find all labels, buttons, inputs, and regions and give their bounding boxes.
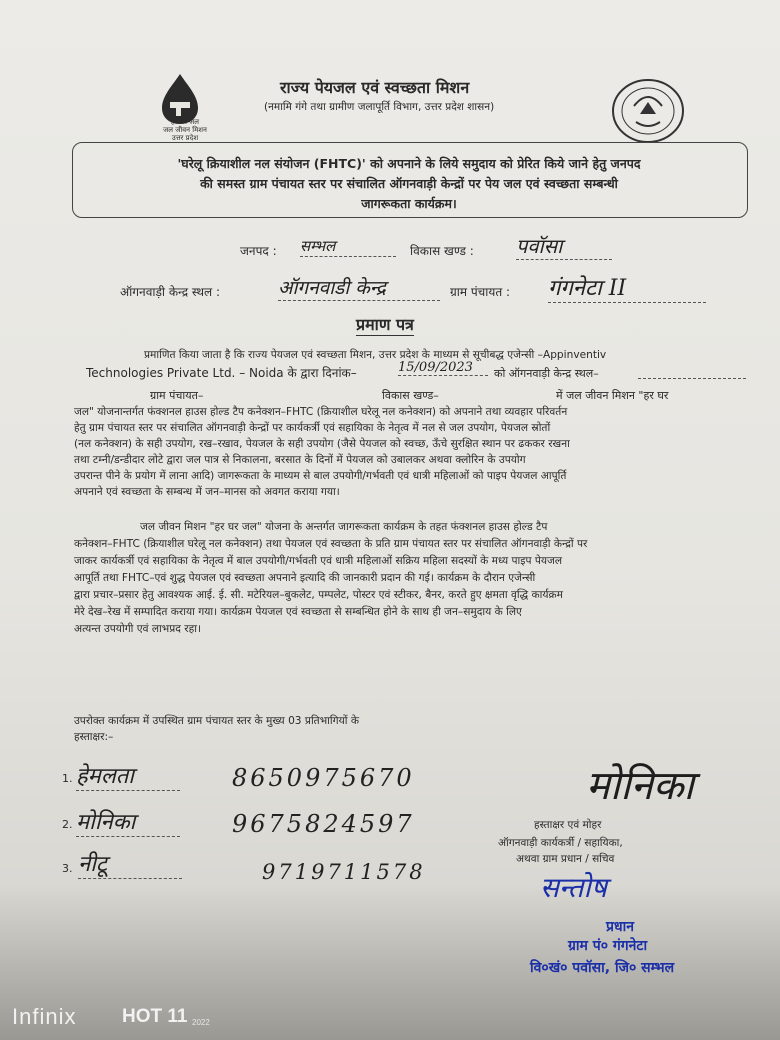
p1-line-3b: विकास खण्ड– [382, 389, 439, 402]
district-label: जनपद : [240, 244, 277, 258]
pradhan-stamp-line-1: प्रधान [606, 919, 634, 935]
p2-line-7: अत्यन्त उपयोगी एवं लाभप्रद रहा। [74, 623, 201, 635]
p1-line-3a: ग्राम पंचायत– [150, 389, 204, 402]
anganwadi-center-value: ऑगनवाडी केन्द्र [278, 274, 440, 301]
p1-line-9: अपनाने एवं स्वच्छता के सम्बन्ध में जन–मानस को अवगत कराया गया। [74, 486, 340, 498]
participant-1-number: 1. [62, 772, 73, 785]
p1-line-8: उपरान्त पीने के प्रयोग में लाना आदि) जागरूकता के माध्यम से बाल उपयोगी/गर्भवती एवं धात्री महिलाओं को पाइप पेयजल आपूर्ति [74, 470, 567, 482]
signature-caption-2: ऑगनवाड़ी कार्यकर्त्री / सहायिका, [498, 837, 623, 849]
participant-2-name: मोनिका [76, 806, 180, 837]
pradhan-stamp-line-2: ग्राम पं० गंगनेटा [568, 938, 648, 954]
p1-line-3c: में जल जीवन मिशन "हर घर [556, 389, 669, 402]
panchayat-label: ग्राम पंचायत : [450, 285, 511, 299]
p2-line-1: जल जीवन मिशन "हर घर जल" योजना के अन्तर्गत जागरूकता कार्यक्रम के तहत फंक्शनल हाउस होल्ड टैप [140, 521, 548, 533]
signature-caption-1: हस्ताक्षर एवं मोहर [534, 819, 602, 831]
camera-brand-watermark: Infinix [12, 1004, 77, 1029]
page-subtitle: (नमामि गंगे तथा ग्रामीण जलापूर्ति विभाग, उत्तर प्रदेश शासन) [264, 101, 495, 113]
certificate-heading: प्रमाण पत्र [356, 315, 414, 334]
dotted-blank [638, 378, 746, 379]
caption-line-2: की समस्त ग्राम पंचायत स्तर पर संचालित ऑगनवाड़ी केन्द्रों पर पेय जल एवं स्वच्छता सम्बन्धी [200, 176, 618, 191]
participant-3-name: नीटू [78, 848, 182, 879]
participant-1-name: हेमलता [76, 760, 180, 791]
participants-intro: उपरोक्त कार्यक्रम में उपस्थित ग्राम पंचायत स्तर के मुख्य 03 प्रतिभागियों के [74, 715, 360, 727]
p1-line-2a: Technologies Private Ltd. – Noida के द्वारा दिनांक– [86, 366, 357, 380]
participant-2-number: 2. [62, 818, 73, 831]
programme-date: 15/09/2023 [398, 360, 488, 376]
p2-line-2: कनेक्शन–FHTC (क्रियाशील घरेलू नल कनेक्शन) तथा पेयजल एवं स्वच्छता के प्रति ग्राम पंचायत स्तर पर संचालित ऑगनवाड़ी केन्द्रों पर [74, 538, 588, 550]
p1-line-4: जल" योजनान्तर्गत फंक्शनल हाउस होल्ड टैप कनेक्शन–FHTC (क्रियाशील घरेलू नल कनेक्शन) को अपनाने तथा व्यवहार परिवर्तन [74, 406, 568, 418]
anganwadi-center-label: ऑगनवाड़ी केन्द्र स्थल : [120, 285, 221, 299]
p2-line-3: जाकर कार्यकर्त्री एवं सहायिका के नेतृत्व में बाल उपयोगी/गर्भवती एवं धात्री महिलाओं सक्रिय महिला सदस्यों के मध्य पाइप पेयजल [74, 555, 563, 567]
p1-line-2b: को ऑगनवाड़ी केन्द्र स्थल– [494, 367, 599, 380]
p2-line-4: आपूर्ति तथा FHTC–एवं शुद्ध पेयजल एवं स्वच्छता अपनाने इत्यादि की जानकारी प्रदान की गई। कार्यक्रम के दौरान एजेन्सी [74, 572, 536, 584]
p1-line-6: (नल कनेक्शन) के सही उपयोग, रख–रखाव, पेयजल के सही उपयोग (जैसे पेयजल को स्वच्छ, ऊँचे सुरक्षित स्थान पर ढककर रखना [74, 438, 570, 450]
participant-2-phone: 9675824597 [232, 810, 415, 838]
participant-3-phone: 9719711578 [262, 860, 426, 884]
panchayat-value: गंगनेटा II [548, 272, 706, 303]
camera-model-watermark: HOT 11 [122, 1006, 188, 1027]
logo-caption: हर घर जल जल जीवन मिशन उत्तर प्रदेश [163, 118, 207, 142]
participant-1-phone: 8650975670 [232, 764, 415, 792]
p1-line-5: हेतु ग्राम पंचायत स्तर पर संचालित ऑगनवाड़ी केन्द्रों पर कार्यकर्त्री एवं सहायिका के नेतृत्व में नल से जल उपयोग, पेयजल स्रोतों [74, 422, 551, 434]
p2-line-5: द्वारा प्रचार–प्रसार हेतु आवश्यक आई. ई. सी. मटेरियल–बुकलेट, पम्पलेट, पोस्टर एवं स्टीकर, बैनर, करते हुए क्षमता वृद्धि कार्यक्रम [74, 589, 563, 601]
caption-line-3: जागरूकता कार्यक्रम। [361, 196, 457, 211]
participant-3-number: 3. [62, 862, 73, 875]
block-label: विकास खण्ड : [410, 244, 474, 258]
district-value: सम्भल [300, 236, 396, 257]
anganwadi-signature: मोनिका [586, 763, 694, 809]
signature-caption-3: अथवा ग्राम प्रधान / सचिव [516, 853, 615, 865]
pradhan-stamp-line-3: वि०खं० पवॉसा, जि० सम्भल [530, 960, 675, 976]
block-value: पवॉसा [516, 232, 612, 260]
pradhan-signature: सन्तोष [540, 871, 607, 904]
signatures-label: हस्ताक्षर:– [74, 731, 114, 743]
page-title: राज्य पेयजल एवं स्वच्छता मिशन [280, 78, 470, 97]
p1-line-7: तथा टम्नी/डन्डीदार लोटे द्वारा जल पात्र से निकालना, बरसात के दिनों में पेयजल को उबालकर अथवा क्लोरिन के उपयोग [74, 454, 526, 466]
p2-line-6: मेरे देख–रेख में सम्पादित कराया गया। कार्यक्रम पेयजल एवं स्वच्छता से सम्बन्धित होने के साथ ही जन–समुदाय के लिए [74, 606, 522, 618]
p1-line-1: प्रमाणित किया जाता है कि राज्य पेयजल एवं स्वच्छता मिशन, उत्तर प्रदेश के माध्यम से सूचीबद्ध एजेन्सी –Appinventiv [144, 349, 607, 361]
up-government-emblem [610, 78, 686, 144]
camera-year-watermark: 2022 [192, 1018, 210, 1027]
caption-line-1: 'घरेलू क्रियाशील नल संयोजन (FHTC)' को अपनाने के लिये समुदाय को प्रेरित किये जाने हेतु जनपद [177, 156, 641, 171]
